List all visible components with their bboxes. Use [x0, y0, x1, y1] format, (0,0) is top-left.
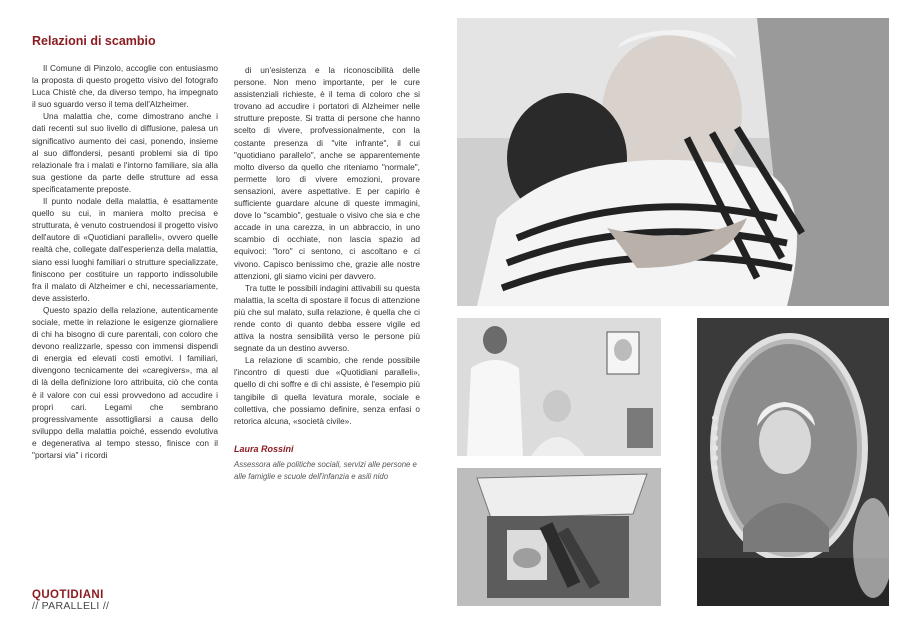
- paragraph: Il Comune di Pinzolo, accoglie con entusiasmo la proposta di questo progetto visivo del fotografo Luca Chistè che, da diverso tempo, ha impegnato il suo sguardo verso il tema dell'Alzheimer.: [32, 63, 218, 110]
- publication-logo: [32, 589, 109, 612]
- logo-line2: // PARALLELI //: [32, 600, 110, 612]
- paragraph: Tra tutte le possibili indagini attivabili su questa malattia, la scelta di spostare il focus di attenzione più che sul malato, sulla relazione, è quella che ci rende conto di quanto debba essere vigile ed attiva la nostra sensibilità verso le persone più segnate da un destino avverso.: [234, 282, 420, 354]
- logo-line1: QUOTIDIANI: [32, 589, 104, 601]
- embrace-photo: [457, 18, 889, 306]
- article-title: Relazioni di scambio: [32, 34, 156, 48]
- signature: [234, 443, 420, 483]
- mirror-portrait-photo: [697, 318, 889, 606]
- keepsake-box-photo: [457, 468, 661, 606]
- paragraph: Il punto nodale della malattia, è esattamente quello su cui, in maniera molto precisa e strutturata, è venuto costruendosi il progetto visivo dell'autore di «Quotidiani paralleli», ovvero quelle realtà che, collegate dall'esperienza della malattia, siano essi luoghi familiari o strutture specializzate, finiscono per costituire un rapporto indissolubile fra il malato di Alzheimer e chi, necessariamente, deve assisterlo.: [32, 196, 218, 303]
- signature-role: Assessora alle politiche sociali, servizi alle persone e alle famiglie e scuole dell'infanzia e asili nido: [234, 459, 417, 481]
- text-column-right: [234, 64, 420, 483]
- paragraph: Una malattia che, come dimostrano anche i dati recenti sul suo livello di diffusione, palesa un significativo aumento dei casi, ponendo, insieme al suo diffondersi, pesanti problemi sia di tipo relazionale fra i malati e l'intorno familiare, sia alla sua gestione da parte delle strutture ad essa specificatamente preposte.: [32, 111, 218, 194]
- paragraph: di un'esistenza e la riconoscibilità delle persone. Non meno importante, per le cure assistenziali richieste, è il tema di coloro che si trovano ad accudire i portatori di Alzheimer nelle strutture preposte. Si tratta di persone che hanno scelto di vivere, profvessionalmente, con la costante presenza di "vite infrante", il cui "quotidiano parallelo", anche se apparentemente molto diverso da quello che riteniamo "normale", permette loro di vivere emozioni, provare sensazioni, avere aspettative. E per capirlo è sufficiente guardare alcune di queste immagini, dove lo "scambio", gestuale o visivo che sia e che accade in una carezza, in un abbraccio, in uno scambio di occhiate, non lascia spazio ad equivoci: "loro" ci sentono, ci ascoltano e ci vivono. Capisco benissimo che, grazie alle nostre attenzioni, gli siamo vicini per davvero.: [234, 65, 420, 281]
- signature-name: Laura Rossini: [234, 443, 294, 454]
- text-column-left: [32, 62, 218, 461]
- paragraph: Questo spazio della relazione, autenticamente sociale, mette in relazione le esigenze giornaliere di chi ha bisogno di cure parentali, con coloro che devono realizzarle, spesso con immensi dispendi di energia ed elevati costi emotivi. I familiari, divengono tecnicamente dei «caregivers», ma al di là della definizione loro attribuita, ciò che conta è il valore con cui essi provvedono ad accudire i propri cari. Legami che sembrano progressivamente assottigliarsi a causa dello sviluppo della malattia poiché, essendo evolutiva e degenerativa al tempo stesso, finisce con il "portarsi via" i ricordi: [32, 304, 218, 460]
- nurse-hairdressing-photo: [457, 318, 661, 456]
- paragraph: La relazione di scambio, che rende possibile l'incontro di questi due «Quotidiani paralleli», quello di chi soffre e di chi assiste, è l'esempio più tangibile di quella levatura morale, sociale e collettiva, che possiamo definire, senza enfasi o retorica alcuna, «società civile».: [234, 355, 420, 426]
